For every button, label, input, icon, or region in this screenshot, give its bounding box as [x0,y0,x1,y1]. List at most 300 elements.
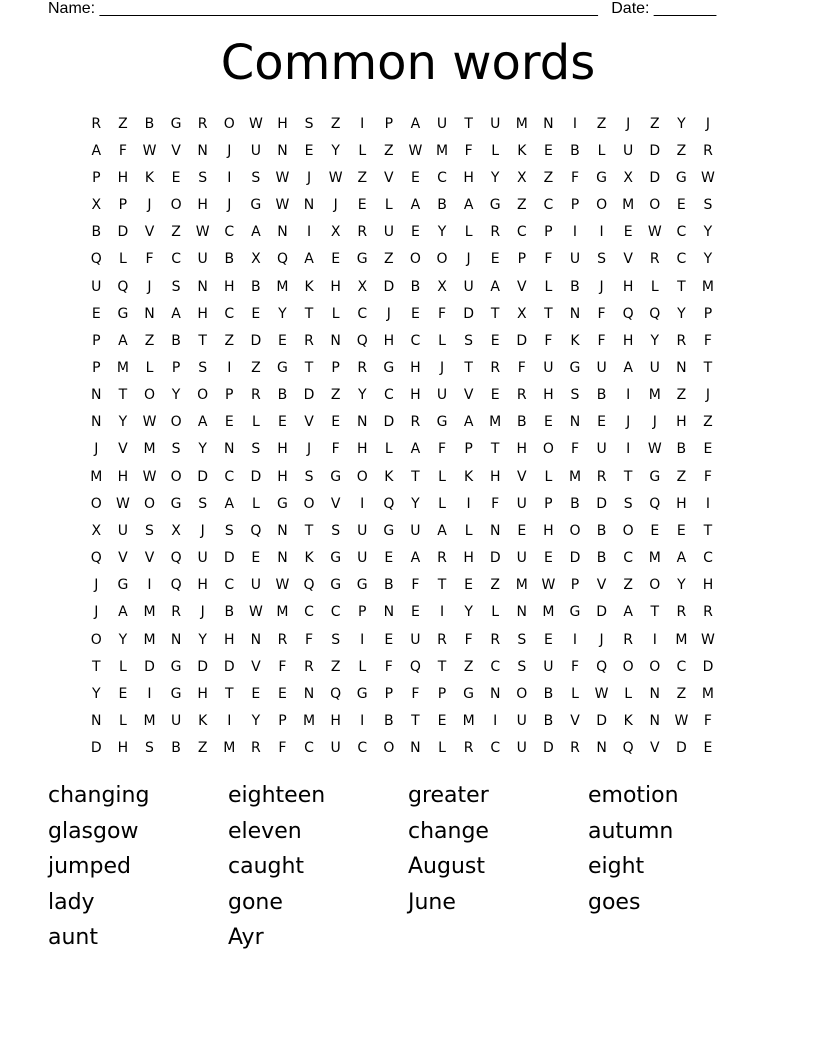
grid-letter: Z [330,387,341,404]
grid-letter: E [464,577,474,594]
grid-letter: O [542,441,554,458]
grid-letter: I [360,495,365,512]
grid-letter: F [703,332,712,349]
grid-letter: U [516,740,527,757]
grid-letter: I [626,387,631,404]
grid-letter: A [463,197,474,214]
grid-letter: Q [250,522,262,539]
grid-row [83,273,743,300]
grid-letter: R [410,414,421,431]
grid-letter: L [358,658,367,675]
grid-letter: S [304,115,314,132]
grid-letter: M [648,387,661,404]
grid-letter: C [357,740,368,757]
grid-letter: S [251,169,261,186]
grid-letter: L [438,332,446,349]
grid-letter: H [197,577,208,594]
grid-letter: L [438,740,446,757]
grid-letter: H [117,740,129,757]
grid-letter: G [356,685,368,702]
grid-letter: D [569,550,581,567]
grid-letter: D [303,387,315,404]
grid-letter: A [410,197,421,214]
grid-letter: Q [649,495,661,512]
grid-letter: P [703,305,713,322]
grid-letter: R [676,332,687,349]
grid-letter: K [144,169,155,186]
grid-letter: K [464,468,474,485]
grid-letter: G [277,359,288,376]
grid-letter: P [570,577,580,594]
grid-letter: J [386,305,391,322]
grid-letter: T [677,278,686,295]
grid-letter: R [490,224,501,241]
grid-letter: Y [198,441,207,458]
grid-letter: U [516,495,527,512]
grid-letter: H [622,332,634,349]
grid-letter: Y [677,305,686,322]
grid-letter: V [596,577,607,594]
grid-letter: Z [676,468,687,485]
grid-letter: C [224,468,235,485]
grid-letter: D [383,278,395,295]
grid-letter: N [277,550,288,567]
grid-letter: J [333,197,338,214]
grid-letter: C [437,169,447,186]
grid-letter: N [569,414,581,431]
grid-letter: A [676,550,687,567]
grid-letter: A [623,604,633,621]
grid-letter: Q [383,495,395,512]
word-list-item: Ayr [228,925,264,950]
grid-letter: O [143,495,155,512]
grid-letter: B [410,278,421,295]
grid-letter: F [411,685,420,702]
grid-letter: O [622,522,634,539]
grid-letter: O [170,468,182,485]
grid-letter: P [92,359,101,376]
grid-letter: S [304,468,314,485]
grid-letter: D [197,658,209,675]
grid-letter: G [436,414,448,431]
grid-letter: U [197,550,208,567]
grid-letter: M [675,631,688,648]
grid-letter: W [248,604,263,621]
grid-letter: Z [118,115,128,132]
grid-letter: H [277,468,288,485]
grid-letter: H [516,441,528,458]
grid-letter: Y [411,495,420,512]
grid-letter: U [410,631,421,648]
grid-row [83,653,743,680]
grid-letter: H [702,577,714,594]
grid-letter: O [197,387,209,404]
grid-letter: U [250,142,261,159]
grid-letter: O [90,631,102,648]
grid-letter: I [572,631,578,648]
grid-letter: C [304,740,314,757]
grid-letter: D [463,305,474,322]
grid-letter: B [171,332,181,349]
grid-letter: Y [331,142,340,159]
grid-letter: W [275,197,290,214]
grid-letter: E [543,142,553,159]
grid-letter: F [411,577,420,594]
grid-letter: P [570,197,580,214]
grid-letter: T [490,305,500,322]
grid-letter: C [623,550,634,567]
grid-letter: Q [90,550,102,567]
grid-letter: E [278,414,287,431]
grid-letter: Z [357,169,368,186]
grid-letter: N [489,685,501,702]
grid-letter: R [91,115,102,132]
grid-letter: A [623,359,633,376]
grid-letter: L [491,604,500,621]
grid-letter: R [304,332,314,349]
grid-letter: V [517,468,527,485]
grid-row [83,599,743,626]
grid-letter: N [330,332,341,349]
grid-letter: M [143,631,156,648]
grid-letter: Y [118,414,128,431]
grid-letter: J [147,197,152,214]
grid-letter: E [623,224,633,241]
grid-letter: H [330,713,341,730]
grid-letter: M [90,468,103,485]
grid-letter: P [331,359,340,376]
grid-letter: U [436,115,448,132]
grid-letter: H [197,305,208,322]
grid-letter: U [436,387,448,404]
grid-letter: T [623,468,633,485]
grid-letter: Q [622,305,634,322]
grid-letter: U [357,522,368,539]
grid-letter: G [675,169,687,186]
grid-letter: B [251,278,261,295]
grid-letter: P [225,387,234,404]
grid-letter: E [278,685,287,702]
grid-letter: M [568,468,582,485]
grid-letter: E [703,740,713,757]
grid-letter: F [278,658,287,675]
grid-letter: M [515,115,528,132]
grid-letter: D [223,658,235,675]
grid-letter: J [147,278,152,295]
grid-letter: V [251,658,261,675]
grid-letter: G [356,251,368,268]
grid-letter: I [227,359,232,376]
grid-letter: C [357,305,368,322]
grid-letter: R [277,631,288,648]
grid-letter: Y [464,604,473,621]
grid-letter: G [170,685,182,702]
grid-letter: Z [384,142,394,159]
grid-letter: S [145,522,154,539]
grid-letter: Z [384,251,394,268]
grid-letter: K [198,713,208,730]
grid-letter: Z [330,658,341,675]
grid-letter: U [410,522,421,539]
grid-letter: N [543,115,554,132]
grid-letter: R [437,550,447,567]
grid-letter: Y [278,305,287,322]
grid-letter: M [143,713,156,730]
grid-letter: U [543,359,554,376]
grid-letter: F [278,740,287,757]
grid-letter: H [117,468,129,485]
grid-letter: H [543,387,554,404]
grid-letter: C [224,224,235,241]
grid-letter: G [569,359,581,376]
grid-letter: A [490,278,500,295]
grid-letter: A [197,414,208,431]
grid-letter: E [703,441,713,458]
grid-letter: A [410,115,421,132]
grid-letter: E [171,169,181,186]
grid-letter: U [490,115,501,132]
letter-grid [83,110,743,762]
word-list-item: changing [48,783,150,808]
grid-letter: T [304,305,314,322]
grid-letter: J [94,604,99,621]
grid-letter: G [383,522,395,539]
grid-letter: N [91,387,102,404]
grid-letter: I [147,577,152,594]
grid-letter: G [596,169,607,186]
grid-letter: I [439,604,445,621]
grid-letter: P [278,713,287,730]
word-list-item: goes [588,889,641,915]
grid-letter: B [570,278,580,295]
grid-letter: H [383,332,395,349]
grid-letter: J [599,631,604,648]
grid-letter: I [227,169,232,186]
grid-letter: C [330,604,341,621]
grid-letter: E [517,522,527,539]
grid-letter: J [94,441,99,458]
grid-letter: J [705,115,711,132]
grid-letter: P [384,685,394,702]
grid-letter: J [200,604,205,621]
grid-letter: B [570,495,580,512]
grid-letter: D [117,224,129,241]
grid-letter: P [464,441,473,458]
grid-letter: E [437,713,447,730]
grid-letter: Q [303,577,315,594]
grid-letter: E [410,169,420,186]
grid-letter: T [703,359,713,376]
grid-letter: U [516,550,527,567]
grid-letter: O [90,495,102,512]
grid-letter: L [118,251,127,268]
grid-row [83,463,743,490]
grid-letter: X [171,522,181,539]
grid-letter: B [596,522,607,539]
grid-letter: L [384,197,393,214]
grid-letter: H [622,278,634,295]
grid-letter: R [490,631,501,648]
grid-letter: R [623,631,634,648]
grid-letter: R [437,631,447,648]
grid-letter: L [491,142,500,159]
grid-letter: F [437,305,447,322]
grid-letter: R [197,115,208,132]
grid-letter: H [489,468,501,485]
grid-letter: F [145,251,154,268]
grid-letter: X [517,169,527,186]
grid-letter: T [490,441,500,458]
grid-row [83,191,743,218]
grid-letter: V [463,387,474,404]
grid-letter: O [436,251,448,268]
grid-letter: W [115,495,130,512]
grid-letter: B [171,740,181,757]
grid-letter: E [597,414,606,431]
grid-letter: S [331,522,341,539]
grid-letter: W [328,169,343,186]
grid-letter: W [647,224,662,241]
grid-letter: U [463,278,474,295]
grid-letter: P [517,251,527,268]
grid-letter: H [543,522,554,539]
grid-letter: Z [623,577,633,594]
grid-letter: O [383,740,395,757]
grid-row [83,707,743,734]
grid-letter: M [223,740,236,757]
grid-letter: F [570,441,580,458]
grid-letter: O [649,577,661,594]
grid-letter: H [277,115,288,132]
grid-letter: O [223,115,235,132]
word-list-item: June [408,889,456,915]
grid-letter: E [251,305,261,322]
grid-letter: G [170,495,182,512]
grid-letter: L [438,495,446,512]
grid-letter: V [304,414,314,431]
grid-letter: Y [677,577,686,594]
grid-letter: G [569,604,581,621]
grid-letter: Q [330,685,342,702]
grid-letter: D [596,713,607,730]
grid-letter: U [330,740,341,757]
grid-letter: R [703,604,713,621]
grid-letter: V [570,713,580,730]
word-list [48,778,768,956]
grid-letter: Y [251,713,261,730]
grid-letter: S [171,441,181,458]
grid-letter: H [676,414,687,431]
grid-letter: F [544,251,553,268]
grid-letter: Q [409,658,421,675]
grid-letter: K [517,142,527,159]
grid-letter: H [197,685,208,702]
grid-letter: N [144,305,155,322]
grid-letter: A [118,332,128,349]
grid-letter: P [118,197,128,214]
grid-letter: W [248,115,263,132]
grid-letter: W [674,713,689,730]
word-list-item: eleven [228,818,302,844]
grid-letter: I [705,495,711,512]
grid-letter: Z [251,359,261,376]
grid-letter: I [626,441,631,458]
grid-letter: N [250,631,262,648]
grid-letter: T [411,468,420,485]
grid-letter: E [676,522,686,539]
grid-letter: G [170,115,182,132]
grid-letter: E [304,142,314,159]
grid-letter: S [224,522,234,539]
grid-letter: F [597,305,606,322]
grid-letter: S [198,169,208,186]
word-list-item: glasgow [48,818,139,844]
grid-letter: M [542,604,555,621]
grid-letter: G [330,550,342,567]
grid-letter: J [306,169,312,186]
grid-letter: L [464,224,473,241]
grid-letter: N [303,685,315,702]
grid-letter: E [543,550,553,567]
grid-letter: T [464,115,473,132]
grid-letter: A [410,441,421,458]
grid-letter: W [142,414,157,431]
grid-letter: O [622,658,634,675]
grid-letter: B [384,577,394,594]
grid-row [83,110,743,137]
grid-letter: H [197,197,208,214]
grid-letter: H [356,441,368,458]
grid-row [83,246,743,273]
grid-letter: Q [596,658,608,675]
grid-letter: Q [170,550,182,567]
grid-letter: R [250,740,261,757]
grid-letter: U [649,359,660,376]
grid-letter: C [410,332,421,349]
word-list-item: change [408,818,489,844]
grid-letter: D [596,495,607,512]
grid-row [83,300,743,327]
word-list-item: caught [228,854,305,879]
grid-letter: Z [517,197,527,214]
grid-letter: C [490,740,501,757]
grid-letter: X [251,251,261,268]
grid-letter: M [515,577,528,594]
grid-letter: E [331,414,341,431]
grid-letter: B [543,713,554,730]
grid-letter: N [224,441,235,458]
grid-letter: D [649,142,661,159]
grid-letter: M [143,441,156,458]
grid-letter: U [91,278,102,295]
grid-letter: O [170,197,182,214]
grid-letter: K [304,278,314,295]
grid-letter: M [116,359,129,376]
grid-letter: N [277,522,288,539]
grid-letter: L [384,441,393,458]
grid-letter: F [544,332,553,349]
grid-letter: Z [490,577,500,594]
grid-letter: V [384,169,394,186]
word-list-item: jumped [48,854,131,879]
grid-letter: L [251,414,260,431]
grid-letter: E [490,332,500,349]
grid-letter: E [91,305,101,322]
grid-letter: L [597,142,606,159]
grid-letter: H [277,441,288,458]
grid-letter: B [224,604,235,621]
grid-letter: N [596,740,607,757]
